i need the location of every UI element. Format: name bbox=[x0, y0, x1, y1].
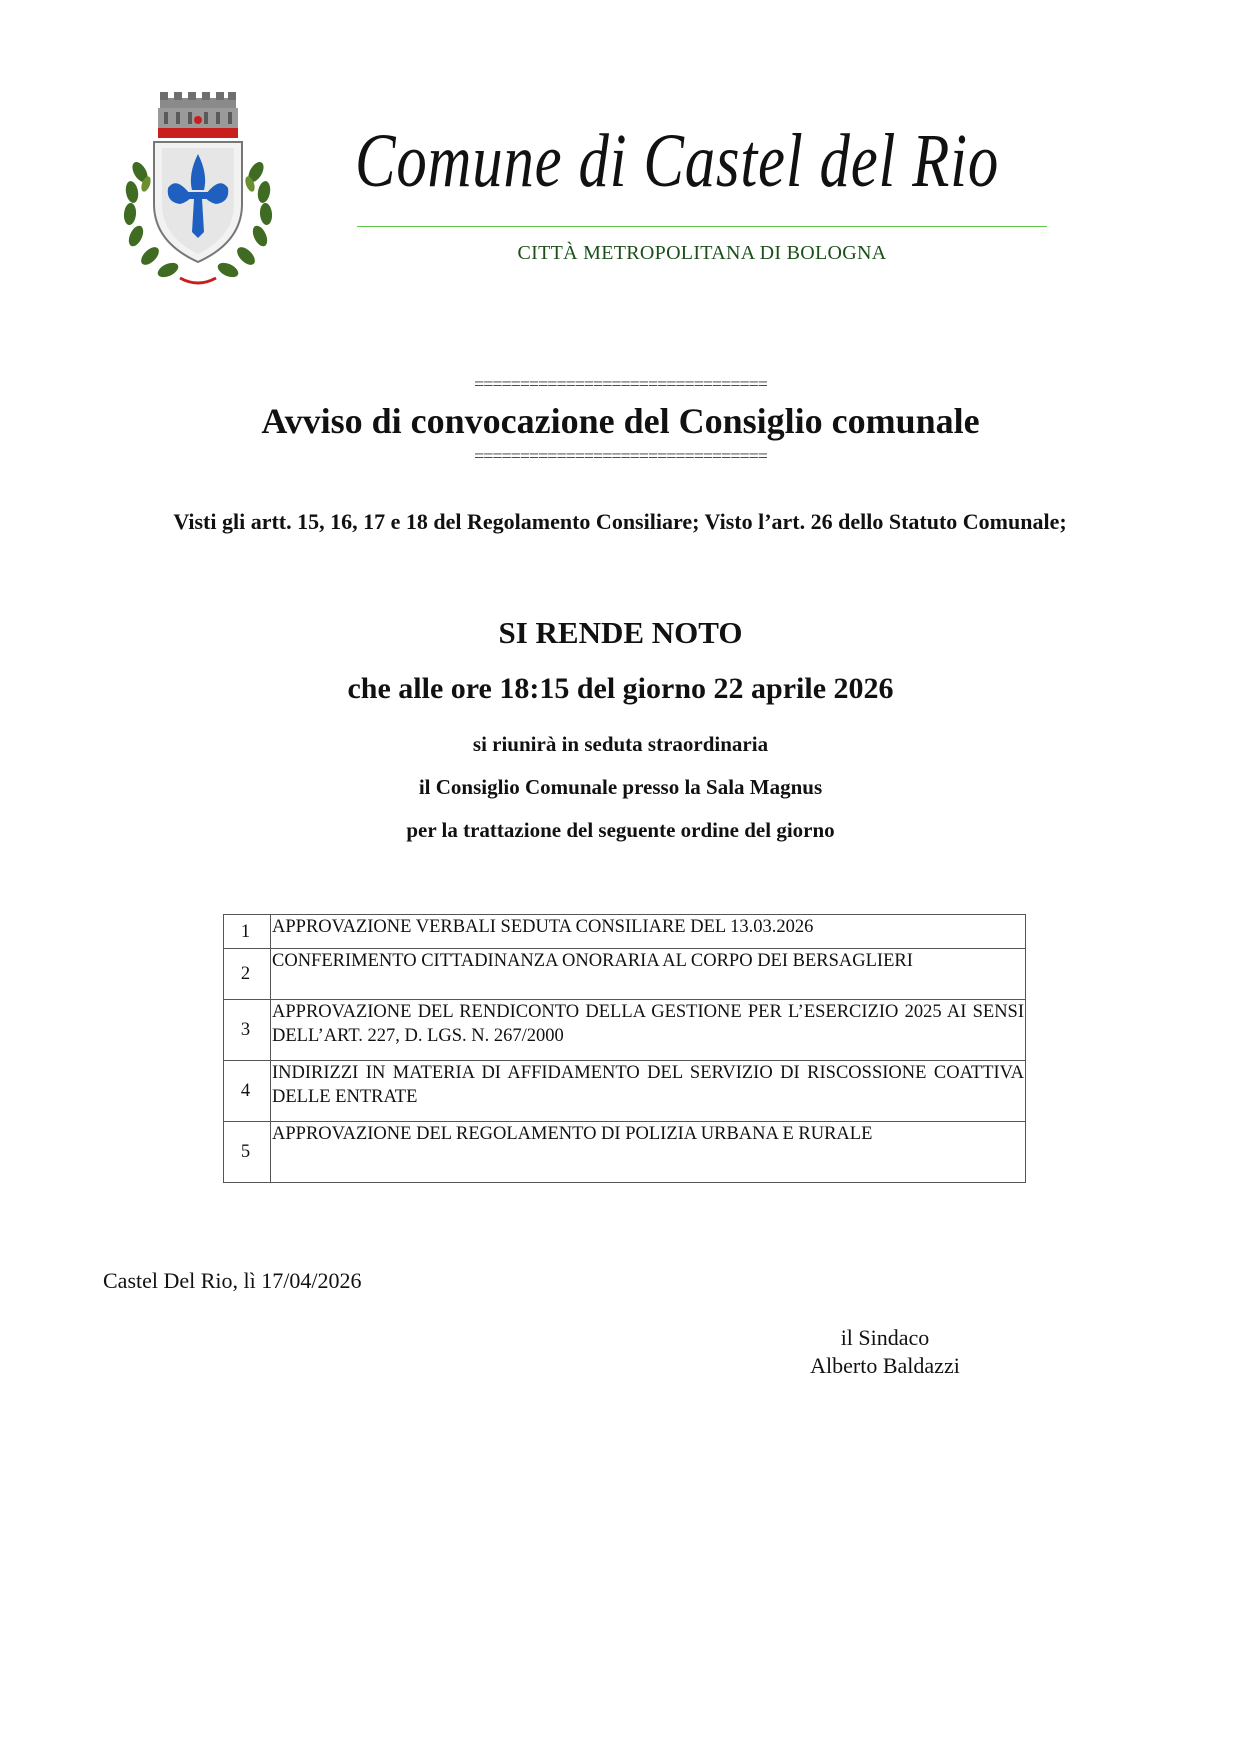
agenda-item-number: 1 bbox=[224, 915, 271, 949]
signatory-role: il Sindaco bbox=[840, 1325, 930, 1350]
agenda-row bbox=[224, 1061, 1026, 1122]
municipality-name: Comune di Castel del Rio bbox=[355, 119, 1000, 203]
title-rule-bottom: ================================ bbox=[474, 446, 767, 466]
signatory-name: Alberto Baldazzi bbox=[810, 1353, 960, 1378]
agenda-row bbox=[224, 915, 1026, 949]
agenda-row bbox=[224, 949, 1026, 1000]
notice-title: Avviso di convocazione del Consiglio comunale bbox=[261, 401, 980, 441]
preamble: Visti gli artt. 15, 16, 17 e 18 del Regolamento Consiliare; Visto l’art. 26 dello Statuto Comunale; bbox=[173, 509, 1067, 534]
agenda-item-number: 3 bbox=[224, 1000, 271, 1061]
place-and-date: Castel Del Rio, lì 17/04/2026 bbox=[103, 1268, 362, 1293]
agenda-item-text: APPROVAZIONE VERBALI SEDUTA CONSILIARE DEL 13.03.2026 bbox=[271, 915, 1026, 949]
agenda-row bbox=[224, 1000, 1026, 1061]
agenda-item-text: APPROVAZIONE DEL REGOLAMENTO DI POLIZIA URBANA E RURALE bbox=[271, 1122, 1026, 1183]
session-location: il Consiglio Comunale presso la Sala Magnus bbox=[418, 775, 823, 799]
agenda-item-text: CONFERIMENTO CITTADINANZA ONORARIA AL CORPO DEI BERSAGLIERI bbox=[271, 949, 1026, 1000]
region-name: CITTÀ METROPOLITANA DI BOLOGNA bbox=[517, 242, 887, 264]
agenda-item-number: 2 bbox=[224, 949, 271, 1000]
meeting-datetime: che alle ore 18:15 del giorno 22 aprile 2026 bbox=[347, 672, 894, 705]
crown-icon bbox=[158, 92, 238, 138]
agenda-item-text: INDIRIZZI IN MATERIA DI AFFIDAMENTO DEL SERVIZIO DI RISCOSSIONE COATTIVA DELLE ENTRATE bbox=[271, 1061, 1026, 1122]
title-rule-top: ================================ bbox=[474, 374, 767, 394]
agenda-row bbox=[224, 1122, 1026, 1183]
session-purpose: per la trattazione del seguente ordine del giorno bbox=[406, 818, 835, 842]
agenda-item-text: APPROVAZIONE DEL RENDICONTO DELLA GESTIONE PER L’ESERCIZIO 2025 AI SENSI DELL’ART. 227, D. LGS. N. 267/2000 bbox=[271, 1000, 1026, 1061]
coat-of-arms-icon bbox=[118, 92, 278, 292]
announcement-heading: SI RENDE NOTO bbox=[498, 615, 743, 650]
header-divider bbox=[357, 226, 1047, 227]
agenda-item-number: 4 bbox=[224, 1061, 271, 1122]
session-type: si riunirà in seduta straordinaria bbox=[472, 732, 769, 756]
agenda-table bbox=[223, 914, 1026, 1183]
agenda-item-number: 5 bbox=[224, 1122, 271, 1183]
